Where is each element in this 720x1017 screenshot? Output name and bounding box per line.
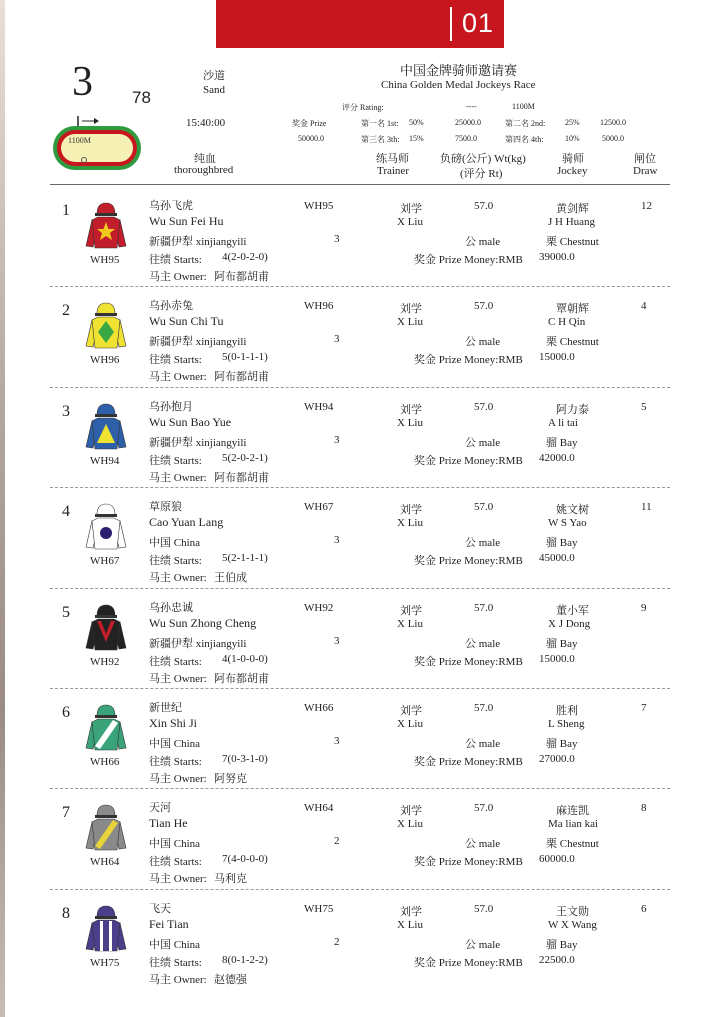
surface-cn: 沙道 [203, 70, 225, 82]
trainer-en: X Liu [397, 818, 423, 831]
race-number: 3 [72, 59, 93, 105]
trainer-en: X Liu [397, 416, 423, 429]
jockey-silks-icon [84, 602, 128, 652]
owner-name: 王伯成 [214, 572, 247, 585]
horse-code-col: WH92 [304, 601, 334, 614]
runner-row [0, 491, 720, 591]
owner-label: 马主 Owner: [149, 973, 207, 986]
runner-number: 5 [62, 603, 70, 621]
header-trainer-en: Trainer [377, 165, 409, 177]
header-trainer-cn: 练马师 [376, 153, 409, 165]
prize-money: 15000.0 [539, 351, 575, 364]
trainer-cn: 刘学 [400, 805, 422, 818]
owner-name: 阿布都胡甫 [214, 672, 269, 685]
owner-label: 马主 Owner: [149, 572, 207, 585]
place1-amount: 25000.0 [455, 118, 481, 127]
trainer-en: X Liu [397, 216, 423, 228]
owner-name: 阿布都胡甫 [214, 471, 269, 484]
starts-record: 4(1-0-0-0) [222, 652, 268, 665]
horse-code: WH67 [90, 555, 120, 568]
starts-label: 往绩 Starts: [149, 956, 202, 969]
weight: 57.0 [474, 300, 494, 313]
header-draw-en: Draw [633, 165, 658, 177]
jockey-silks-icon [84, 300, 128, 350]
jockey-en: A li tai [548, 416, 578, 429]
place2-pct: 25% [565, 118, 580, 127]
runner-row [0, 792, 720, 892]
horse-origin: 中国 China [149, 738, 201, 750]
draw-number: 6 [641, 902, 647, 915]
runner-row [0, 893, 720, 993]
trainer-en: X Liu [397, 918, 423, 931]
weight: 57.0 [474, 902, 494, 915]
jockey-silks-icon [84, 401, 128, 451]
horse-colour: 骝 Bay [546, 537, 578, 550]
rating-value: ---- [466, 102, 477, 111]
horse-name-en: Wu Sun Chi Tu [149, 314, 224, 329]
place2-label: 第二名 2nd: [505, 119, 546, 128]
row-separator [50, 788, 670, 789]
owner-name: 阿布都胡甫 [214, 271, 269, 283]
starts-label: 往绩 Starts: [149, 555, 202, 568]
runner-row [0, 290, 720, 390]
prize-money: 39000.0 [539, 251, 575, 263]
horse-code-col: WH66 [304, 702, 334, 714]
page-number: 01 [462, 8, 495, 38]
horse-origin: 中国 China [149, 938, 201, 951]
owner-name: 马利克 [214, 873, 247, 886]
jockey-cn: 阿力泰 [556, 403, 589, 416]
horse-code-col: WH75 [304, 902, 334, 915]
place4-label: 第四名 4th: [505, 135, 544, 144]
horse-colour: 栗 Chestnut [546, 336, 599, 349]
horse-colour: 骝 Bay [546, 938, 578, 951]
runner-number: 4 [62, 503, 70, 521]
draw-number: 5 [641, 400, 647, 413]
prize-money: 22500.0 [539, 953, 575, 966]
owner-label: 马主 Owner: [149, 773, 207, 785]
prize-money-label: 奖金 Prize Money:RMB [414, 555, 523, 568]
owner-label: 马主 Owner: [149, 672, 207, 685]
runner-row [0, 592, 720, 692]
horse-code: WH66 [90, 756, 120, 768]
header-draw-cn: 闸位 [634, 153, 656, 165]
draw-number: 9 [641, 601, 647, 614]
horse-colour: 栗 Chestnut [546, 838, 599, 851]
jockey-cn: 麻连凯 [556, 805, 589, 818]
row-separator [50, 387, 670, 388]
horse-code-col: WH94 [304, 400, 334, 413]
jockey-en: W X Wang [548, 918, 597, 931]
horse-name-en: Fei Tian [149, 916, 189, 931]
jockey-silks-icon [84, 802, 128, 852]
owner-label: 马主 Owner: [149, 371, 207, 384]
horse-rating: 3 [334, 735, 340, 747]
horse-name-en: Cao Yuan Lang [149, 515, 224, 530]
runner-number: 3 [62, 402, 70, 420]
race-title-en: China Golden Medal Jockeys Race [381, 79, 536, 91]
starts-label: 往绩 Starts: [149, 756, 202, 768]
horse-name-cn: 乌孙抱月 [149, 400, 193, 413]
place2-amount: 12500.0 [600, 118, 626, 127]
runner-row [0, 692, 720, 792]
starts-record: 5(2-1-1-1) [222, 552, 268, 565]
horse-colour: 骝 Bay [546, 738, 578, 750]
horse-colour: 栗 Chestnut [546, 236, 599, 248]
jockey-en: C H Qin [548, 316, 586, 329]
draw-number: 11 [641, 501, 652, 514]
horse-name-cn: 乌孙赤兔 [149, 300, 193, 313]
trainer-en: X Liu [397, 718, 423, 730]
starts-label: 往绩 Starts: [149, 254, 202, 266]
horse-code-col: WH64 [304, 802, 334, 815]
horse-name-cn: 乌孙飞虎 [149, 200, 193, 212]
jockey-en: L Sheng [548, 718, 585, 730]
horse-name-en: Wu Sun Zhong Cheng [149, 615, 257, 630]
jockey-cn: 黄剑辉 [556, 203, 589, 215]
horse-name-cn: 草原狼 [149, 501, 182, 514]
rating-label: 评分 Rating: [342, 103, 384, 112]
jockey-en: Ma lian kai [548, 818, 599, 831]
trainer-cn: 刘学 [400, 303, 422, 316]
place3-amount: 7500.0 [455, 134, 477, 143]
horse-name-cn: 天河 [149, 802, 171, 815]
weight: 57.0 [474, 802, 494, 815]
horse-sex: 公 male [465, 838, 501, 851]
draw-number: 7 [641, 702, 647, 714]
trainer-cn: 刘学 [400, 604, 422, 617]
header-jockey-en: Jockey [557, 165, 588, 177]
row-separator [50, 487, 670, 488]
prize-money: 27000.0 [539, 753, 575, 765]
trainer-cn: 刘学 [400, 905, 422, 918]
starts-record: 4(2-0-2-0) [222, 251, 268, 263]
starts-record: 8(0-1-2-2) [222, 953, 268, 966]
runner-number: 8 [62, 904, 70, 922]
horse-sex: 公 male [465, 336, 501, 349]
horse-colour: 骝 Bay [546, 637, 578, 650]
trainer-cn: 刘学 [400, 203, 422, 215]
weight: 57.0 [474, 702, 494, 714]
prize-money: 60000.0 [539, 853, 575, 866]
horse-sex: 公 male [465, 236, 501, 248]
row-separator [50, 688, 670, 689]
horse-origin: 中国 China [149, 537, 201, 550]
jockey-silks-icon [84, 903, 128, 953]
horse-code: WH94 [90, 454, 120, 467]
horse-rating: 3 [334, 634, 340, 647]
runner-number: 7 [62, 804, 70, 822]
horse-sex: 公 male [465, 537, 501, 550]
horse-origin: 新疆伊犁 xinjiangyili [149, 637, 247, 650]
owner-name: 阿努克 [214, 773, 247, 785]
horse-rating: 3 [334, 433, 340, 446]
draw-number: 12 [641, 200, 652, 212]
jockey-cn: 姚文树 [556, 504, 589, 517]
prize-money: 45000.0 [539, 552, 575, 565]
owner-name: 阿布都胡甫 [214, 371, 269, 384]
place3-label: 第三名 3th: [361, 135, 400, 144]
horse-name-en: Wu Sun Fei Hu [149, 214, 224, 228]
weight: 57.0 [474, 501, 494, 514]
prize-money-label: 奖金 Prize Money:RMB [414, 354, 523, 367]
horse-name-en: Xin Shi Ji [149, 716, 198, 730]
trainer-cn: 刘学 [400, 705, 422, 717]
starts-record: 7(4-0-0-0) [222, 853, 268, 866]
row-separator [50, 889, 670, 890]
jockey-silks-icon [84, 200, 128, 250]
jockey-cn: 王文勋 [556, 905, 589, 918]
track-distance: 1100M [68, 136, 91, 145]
jockey-cn: 董小军 [556, 604, 589, 617]
horse-sex: 公 male [465, 938, 501, 951]
horse-rating: 2 [334, 935, 340, 948]
horse-code-col: WH67 [304, 501, 334, 514]
horse-code: WH75 [90, 956, 120, 969]
starts-record: 7(0-3-1-0) [222, 753, 268, 765]
prize-money: 42000.0 [539, 451, 575, 464]
place1-pct: 50% [409, 118, 424, 127]
horse-sex: 公 male [465, 436, 501, 449]
starts-label: 往绩 Starts: [149, 354, 202, 367]
header-jockey-cn: 骑师 [562, 153, 584, 165]
silk-dot-pattern [100, 527, 112, 539]
banner-divider [450, 7, 452, 41]
horse-rating: 3 [334, 333, 340, 346]
track-diagram [50, 114, 150, 174]
horse-origin: 新疆伊犁 xinjiangyili [149, 236, 247, 248]
trainer-en: X Liu [397, 316, 423, 329]
breed-cn: 纯血 [194, 153, 216, 165]
jockey-silks-icon [84, 501, 128, 551]
place4-amount: 5000.0 [602, 134, 624, 143]
jockey-en: J H Huang [548, 216, 596, 228]
starts-record: 5(2-0-2-1) [222, 451, 268, 464]
header-rule [50, 184, 670, 185]
horse-rating: 3 [334, 534, 340, 547]
race-time: 15:40:00 [186, 117, 226, 129]
jockey-en: W S Yao [548, 517, 587, 530]
owner-name: 赵德强 [214, 973, 247, 986]
prize-label: 奖金 Prize [292, 119, 327, 128]
runner-number: 1 [62, 202, 70, 219]
row-separator [50, 588, 670, 589]
horse-rating: 3 [334, 233, 340, 245]
draw-number: 8 [641, 802, 647, 815]
horse-rating: 2 [334, 835, 340, 848]
race-class-rating: 78 [132, 88, 151, 107]
header-weight-en: (评分 Rt) [460, 168, 503, 180]
runner-row [0, 190, 720, 290]
prize-money-label: 奖金 Prize Money:RMB [414, 454, 523, 467]
page-banner [216, 0, 504, 48]
header-weight-cn: 负磅(公斤) Wt(kg) [440, 153, 526, 165]
trainer-en: X Liu [397, 617, 423, 630]
owner-label: 马主 Owner: [149, 873, 207, 886]
runner-number: 6 [62, 704, 70, 721]
runner-number: 2 [62, 302, 70, 320]
trainer-cn: 刘学 [400, 403, 422, 416]
prize-money-label: 奖金 Prize Money:RMB [414, 756, 523, 768]
horse-name-en: Tian He [149, 816, 188, 831]
prize-money-label: 奖金 Prize Money:RMB [414, 655, 523, 668]
weight: 57.0 [474, 200, 494, 212]
trainer-en: X Liu [397, 517, 423, 530]
runner-row [0, 391, 720, 491]
horse-colour: 骝 Bay [546, 436, 578, 449]
place3-pct: 15% [409, 134, 424, 143]
draw-number: 4 [641, 300, 647, 313]
horse-name-en: Wu Sun Bao Yue [149, 414, 232, 429]
starts-record: 5(0-1-1-1) [222, 351, 268, 364]
horse-code: WH64 [90, 856, 120, 869]
breed-en: thoroughbred [174, 164, 234, 176]
horse-code-col: WH95 [304, 200, 334, 212]
weight: 57.0 [474, 400, 494, 413]
horse-origin: 新疆伊犁 xinjiangyili [149, 436, 247, 449]
starts-label: 往绩 Starts: [149, 856, 202, 869]
starts-label: 往绩 Starts: [149, 655, 202, 668]
prize-money-label: 奖金 Prize Money:RMB [414, 856, 523, 869]
jockey-silks-icon [84, 702, 128, 752]
prize-money: 15000.0 [539, 652, 575, 665]
trainer-cn: 刘学 [400, 504, 422, 517]
horse-code: WH95 [90, 254, 120, 266]
row-separator [50, 286, 670, 287]
jockey-cn: 胜利 [556, 705, 578, 717]
place4-pct: 10% [565, 134, 580, 143]
horse-code-col: WH96 [304, 300, 334, 313]
horse-sex: 公 male [465, 738, 501, 750]
weight: 57.0 [474, 601, 494, 614]
jockey-cn: 覃朝辉 [556, 303, 589, 316]
jockey-en: X J Dong [548, 617, 591, 630]
prize-money-label: 奖金 Prize Money:RMB [414, 956, 523, 969]
horse-sex: 公 male [465, 637, 501, 650]
horse-origin: 中国 China [149, 838, 201, 851]
race-title-cn: 中国金牌骑师邀请赛 [400, 63, 518, 78]
owner-label: 马主 Owner: [149, 471, 207, 484]
race-distance: 1100M [512, 102, 535, 111]
horse-name-cn: 新世纪 [149, 702, 182, 714]
prize-money-label: 奖金 Prize Money:RMB [414, 254, 523, 266]
horse-code: WH92 [90, 655, 120, 668]
horse-name-cn: 飞天 [149, 902, 171, 915]
owner-label: 马主 Owner: [149, 271, 207, 283]
starts-label: 往绩 Starts: [149, 454, 202, 467]
horse-origin: 新疆伊犁 xinjiangyili [149, 336, 247, 349]
prize-total: 50000.0 [298, 134, 324, 143]
horse-name-cn: 乌孙忠诚 [149, 601, 193, 614]
surface-en: Sand [203, 84, 225, 96]
horse-code: WH96 [90, 354, 120, 367]
place1-label: 第一名 1st: [361, 119, 399, 128]
